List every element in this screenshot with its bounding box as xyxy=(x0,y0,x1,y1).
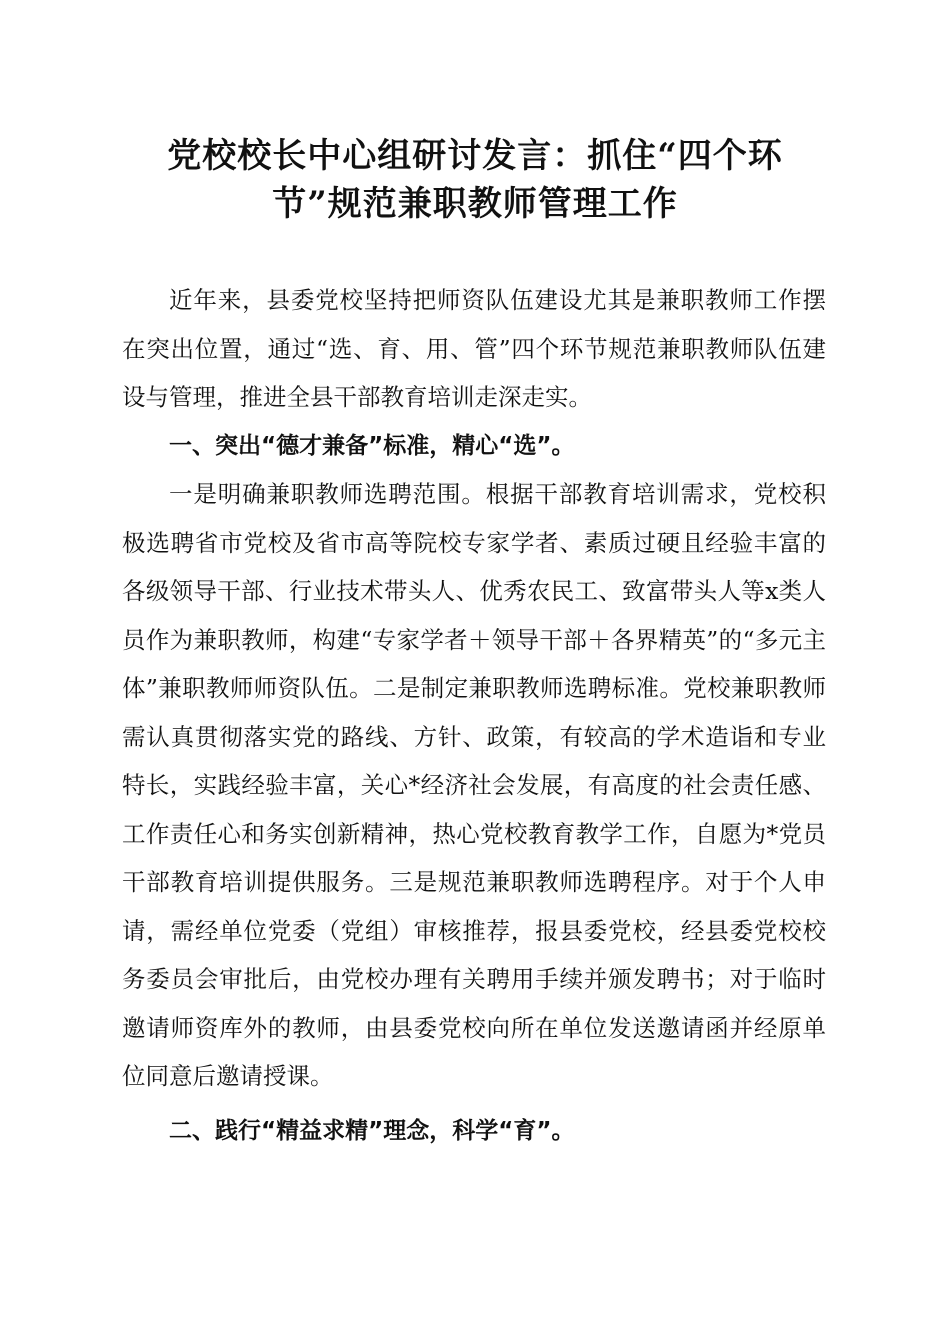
section-1-heading: 一、突出“德才兼备”标准，精心“选”。 xyxy=(169,432,575,459)
title-line-1: 党校校长中心组研讨发言：抓住“四个环 xyxy=(167,136,783,176)
document-body xyxy=(122,276,826,1155)
section-2-heading: 二、践行“精益求精”理念，科学“育”。 xyxy=(169,1117,575,1144)
document-title xyxy=(120,132,830,228)
section-1-paragraph: 一是明确兼职教师选聘范围。根据干部教育培训需求，党校积极选聘省市党校及省市高等院校专家学者、素质过硬且经验丰富的各级领导干部、行业技术带头人、优秀农民工、致富带头人等x类人员作为兼职教师，构建“专家学者＋领导干部＋各界精英”的“多元主体”兼职教师师资队伍。二是制定兼职教师选聘标准。党校兼职教师需认真贯彻落实党的路线、方针、政策，有较高的学术造诣和专业特长，实践经验丰富，关心*经济社会发展，有高度的社会责任感、工作责任心和务实创新精神，热心党校教育教学工作，自愿为*党员干部教育培训提供服务。三是规范兼职教师选聘程序。对于个人申请，需经单位党委（党组）审核推荐，报县委党校，经县委党校校务委员会审批后，由党校办理有关聘用手续并颁发聘书；对于临时邀请师资库外的教师，由县委党校向所在单位发送邀请函并经原单位同意后邀请授课。 xyxy=(122,480,826,1090)
title-line-2: 节”规范兼职教师管理工作 xyxy=(272,184,678,224)
intro-paragraph: 近年来，县委党校坚持把师资队伍建设尤其是兼职教师工作摆在突出位置，通过“选、育、用、管”四个环节规范兼职教师队伍建设与管理，推进全县干部教育培训走深走实。 xyxy=(122,286,826,411)
